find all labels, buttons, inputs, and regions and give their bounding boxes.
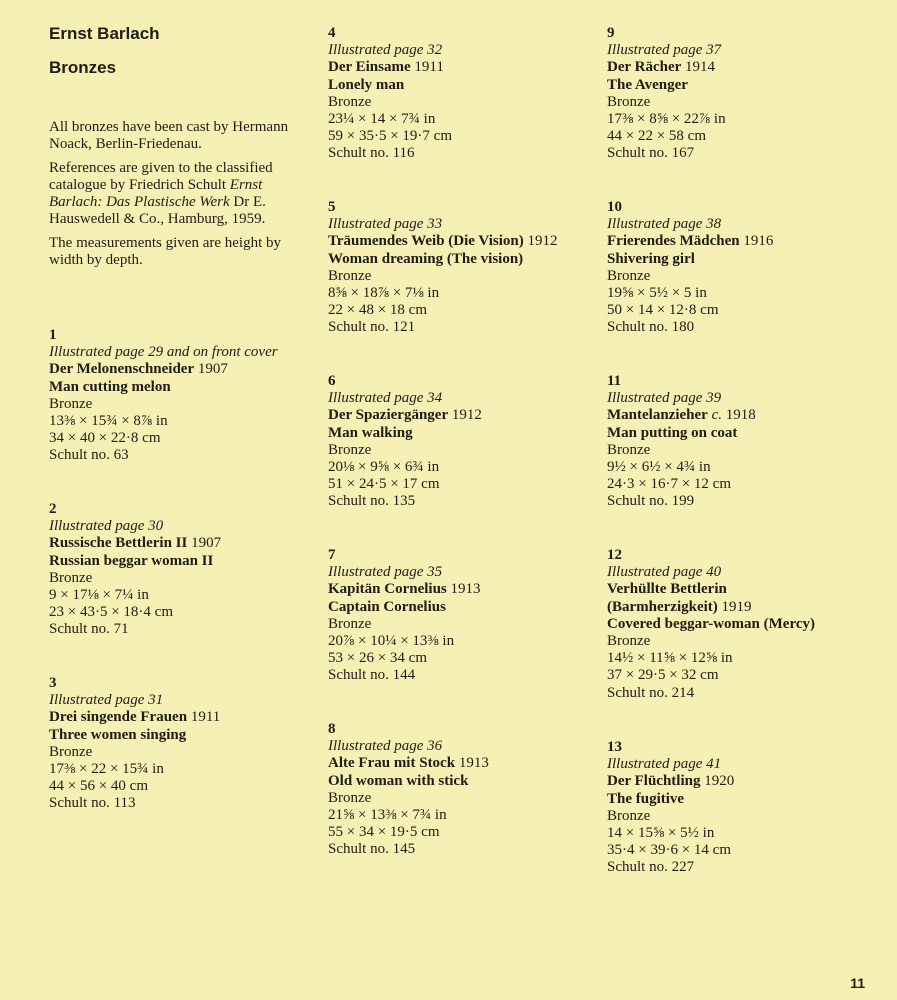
- entry-schult-number: Schult no. 116: [328, 145, 415, 162]
- entry-schult-number: Schult no. 199: [607, 493, 695, 510]
- entry-year: 1911: [190, 709, 221, 726]
- entry-schult-number: Schult no. 121: [328, 319, 416, 336]
- entry-number: 1: [49, 327, 57, 343]
- entry-german-title: Mantelanzieher: [607, 407, 708, 424]
- entry-illustrated-page: Illustrated page 38: [607, 216, 722, 233]
- entry-year: 1913: [450, 581, 481, 598]
- entry-dimensions-cm: 35·4 × 39·6 × 14 cm: [607, 842, 731, 859]
- entry-schult-number: Schult no. 144: [328, 667, 416, 684]
- catalogue-entry: [607, 373, 892, 511]
- catalogue-entry: [328, 25, 600, 163]
- catalogue-entry: [607, 547, 892, 702]
- intro-references-note: [49, 160, 311, 228]
- entry-dimensions-cm: 51 × 24·5 × 17 cm: [328, 476, 440, 493]
- entry-illustrated-page: Illustrated page 37: [607, 42, 722, 59]
- entry-german-title: Kapitän Cornelius: [328, 581, 447, 598]
- entry-material: Bronze: [328, 267, 372, 284]
- entry-dimensions-cm: 37 × 29·5 × 32 cm: [607, 667, 719, 684]
- intro-publisher: Dr E. Hauswedell & Co., Hamburg, 1959.: [49, 194, 266, 227]
- entry-dimensions-inches: 8⅝ × 18⅞ × 7⅛ in: [328, 285, 440, 302]
- entry-dimensions-inches: 14½ × 11⅝ × 12⅝ in: [607, 650, 733, 667]
- entry-illustrated-page: Illustrated page 33: [328, 216, 443, 233]
- entry-schult-number: Schult no. 167: [607, 145, 695, 162]
- entry-illustrated-page: Illustrated page 30: [49, 518, 164, 535]
- entry-illustrated-page: Illustrated page 36: [328, 738, 443, 755]
- entry-dimensions-inches: 9 × 17⅛ × 7¼ in: [49, 587, 149, 604]
- entry-schult-number: Schult no. 145: [328, 841, 416, 858]
- entry-german-title: Drei singende Frauen: [49, 709, 188, 726]
- catalogue-entry: [607, 739, 892, 877]
- entry-illustrated-page: Illustrated page 40: [607, 564, 722, 581]
- entry-english-title: The Avenger: [607, 76, 688, 93]
- entry-illustrated-page: Illustrated page 39: [607, 390, 722, 407]
- entry-dimensions-cm: 44 × 56 × 40 cm: [49, 778, 148, 795]
- entry-year: 1907: [197, 361, 228, 378]
- entry-english-title: Woman dreaming (The vision): [328, 250, 524, 267]
- entry-title-line: [328, 755, 600, 772]
- entry-dimensions-cm: 24·3 × 16·7 × 12 cm: [607, 476, 731, 493]
- entry-number: 13: [607, 739, 622, 755]
- entry-material: Bronze: [607, 807, 651, 824]
- entry-material: Bronze: [49, 569, 93, 586]
- entry-schult-number: Schult no. 113: [49, 795, 136, 812]
- entry-number: 9: [607, 25, 615, 41]
- entry-english-title: Covered beggar-woman (Mercy): [607, 615, 815, 632]
- entry-material: Bronze: [49, 395, 93, 412]
- entry-title-line: [49, 361, 314, 378]
- entry-title-line: [607, 773, 892, 790]
- entry-german-title-cont: (Barmherzigkeit): [607, 598, 718, 615]
- entry-schult-number: Schult no. 135: [328, 493, 416, 510]
- entry-dimensions-cm: 34 × 40 × 22·8 cm: [49, 430, 161, 447]
- entry-illustrated-page: Illustrated page 34: [328, 390, 443, 407]
- entry-illustrated-page: Illustrated page 35: [328, 564, 443, 581]
- catalogue-entry: [607, 25, 892, 163]
- entry-english-title: Lonely man: [328, 76, 405, 93]
- entry-year: 1918: [725, 407, 756, 424]
- entry-schult-number: Schult no. 180: [607, 319, 695, 336]
- entry-title-line: [607, 581, 892, 598]
- entry-dimensions-inches: 20⅞ × 10¼ × 13⅜ in: [328, 633, 455, 650]
- entry-dimensions-inches: 19⅝ × 5½ × 5 in: [607, 285, 707, 302]
- entry-english-title: Man putting on coat: [607, 424, 738, 441]
- entry-material: Bronze: [328, 615, 372, 632]
- entry-material: Bronze: [607, 93, 651, 110]
- entry-illustrated-page: Illustrated page 41: [607, 756, 722, 773]
- entry-english-title: Captain Cornelius: [328, 598, 446, 615]
- entry-german-title: Russische Bettlerin II: [49, 535, 188, 552]
- entry-dimensions-cm: 53 × 26 × 34 cm: [328, 650, 427, 667]
- entry-year: 1911: [414, 59, 444, 76]
- entry-year: 1919: [721, 598, 752, 615]
- entry-number: 10: [607, 199, 622, 215]
- entry-dimensions-inches: 21⅝ × 13⅜ × 7¾ in: [328, 807, 447, 824]
- entry-german-title: Der Einsame: [328, 59, 411, 76]
- entry-schult-number: Schult no. 227: [607, 859, 695, 876]
- entry-title-line: [49, 709, 314, 726]
- entry-english-title: Russian beggar woman II: [49, 552, 214, 569]
- entry-number: 6: [328, 373, 336, 389]
- entry-dimensions-cm: 22 × 48 × 18 cm: [328, 302, 427, 319]
- entry-year: 1914: [685, 59, 716, 76]
- catalogue-entry: [328, 199, 600, 337]
- entry-english-title: Three women singing: [49, 726, 187, 743]
- entry-dimensions-cm: 50 × 14 × 12·8 cm: [607, 302, 719, 319]
- entry-english-title: The fugitive: [607, 790, 685, 807]
- entry-material: Bronze: [607, 441, 651, 458]
- intro-references-text: References are given to the classified catalogue by Friedrich Schult: [49, 160, 273, 193]
- entry-title-line: [328, 407, 600, 424]
- entry-title-line: [607, 233, 892, 250]
- entry-german-title: Alte Frau mit Stock: [328, 755, 456, 772]
- entry-year: 1907: [191, 535, 222, 552]
- entry-number: 11: [607, 373, 622, 389]
- entry-title-line: [607, 59, 892, 76]
- entry-number: 2: [49, 501, 57, 517]
- entry-dimensions-cm: 55 × 34 × 19·5 cm: [328, 824, 440, 841]
- author-heading: Ernst Barlach: [49, 24, 160, 43]
- entry-english-title: Man cutting melon: [49, 378, 171, 395]
- intro-measurements-note: The measurements given are height by width by depth.: [49, 235, 282, 268]
- entry-schult-number: Schult no. 63: [49, 447, 129, 464]
- entry-dimensions-cm: 44 × 22 × 58 cm: [607, 128, 706, 145]
- entry-year: 1912: [527, 233, 558, 250]
- entry-title-line: [49, 535, 314, 552]
- entry-year: 1913: [458, 755, 489, 772]
- catalogue-entry: [328, 373, 600, 511]
- entry-german-title: Der Rächer: [607, 59, 682, 76]
- entry-year: 1920: [704, 773, 735, 790]
- intro-catalogue-title: Ernst Barlach: Das Plastische Werk: [49, 177, 263, 210]
- catalogue-entry: [328, 721, 600, 859]
- entry-schult-number: Schult no. 71: [49, 621, 129, 638]
- entry-german-title: Frierendes Mädchen: [607, 233, 740, 250]
- entry-title-line: [328, 581, 600, 598]
- catalogue-entry: [49, 675, 314, 813]
- entry-title-line: [607, 407, 892, 424]
- entry-german-title: Der Flüchtling: [607, 773, 701, 790]
- entry-german-title: Der Melonenschneider: [49, 361, 195, 378]
- entry-number: 7: [328, 547, 336, 563]
- entry-dimensions-inches: 23¼ × 14 × 7¾ in: [328, 111, 436, 128]
- entry-dimensions-cm: 23 × 43·5 × 18·4 cm: [49, 604, 173, 621]
- intro-notes: [49, 119, 311, 276]
- entry-year-prefix: c.: [711, 407, 722, 424]
- entry-schult-number: Schult no. 214: [607, 684, 695, 701]
- entry-dimensions-inches: 20⅛ × 9⅝ × 6¾ in: [328, 459, 440, 476]
- entry-illustrated-page: Illustrated page 31: [49, 692, 164, 709]
- entry-material: Bronze: [328, 789, 372, 806]
- entry-german-title: Verhüllte Bettlerin: [607, 581, 727, 598]
- entry-dimensions-inches: 13⅜ × 15¾ × 8⅞ in: [49, 413, 168, 430]
- entry-title-line: [328, 59, 600, 76]
- entry-year: 1916: [743, 233, 774, 250]
- entry-material: Bronze: [328, 441, 372, 458]
- entry-material: Bronze: [607, 267, 651, 284]
- entry-title-line-2: [607, 599, 892, 616]
- entry-illustrated-page: Illustrated page 29 and on front cover: [49, 344, 278, 361]
- entry-number: 4: [328, 25, 336, 41]
- entry-english-title: Old woman with stick: [328, 772, 469, 789]
- entry-dimensions-inches: 17⅜ × 8⅝ × 22⅞ in: [607, 111, 726, 128]
- entry-number: 12: [607, 547, 622, 563]
- catalogue-entry: [49, 501, 314, 639]
- entry-english-title: Shivering girl: [607, 250, 695, 267]
- intro-casting-note: All bronzes have been cast by Hermann Noack, Berlin-Friedenau.: [49, 119, 289, 152]
- entry-german-title: Träumendes Weib (Die Vision): [328, 233, 524, 250]
- entry-title-line: [328, 233, 600, 250]
- entry-dimensions-inches: 9½ × 6½ × 4¾ in: [607, 459, 711, 476]
- page-number: 11: [850, 975, 865, 991]
- entry-number: 3: [49, 675, 57, 691]
- entry-dimensions-inches: 14 × 15⅝ × 5½ in: [607, 825, 715, 842]
- catalogue-entry: [328, 547, 600, 685]
- entry-number: 5: [328, 199, 336, 215]
- entry-number: 8: [328, 721, 336, 737]
- entry-english-title: Man walking: [328, 424, 413, 441]
- entry-material: Bronze: [49, 743, 93, 760]
- entry-dimensions-cm: 59 × 35·5 × 19·7 cm: [328, 128, 452, 145]
- entry-german-title: Der Spaziergänger: [328, 407, 449, 424]
- catalogue-entry: [49, 327, 314, 465]
- entry-dimensions-inches: 17⅜ × 22 × 15¾ in: [49, 761, 164, 778]
- entry-illustrated-page: Illustrated page 32: [328, 42, 443, 59]
- section-heading: Bronzes: [49, 58, 117, 77]
- entry-material: Bronze: [328, 93, 372, 110]
- entry-year: 1912: [451, 407, 482, 424]
- catalogue-entry: [607, 199, 892, 337]
- entry-material: Bronze: [607, 633, 651, 650]
